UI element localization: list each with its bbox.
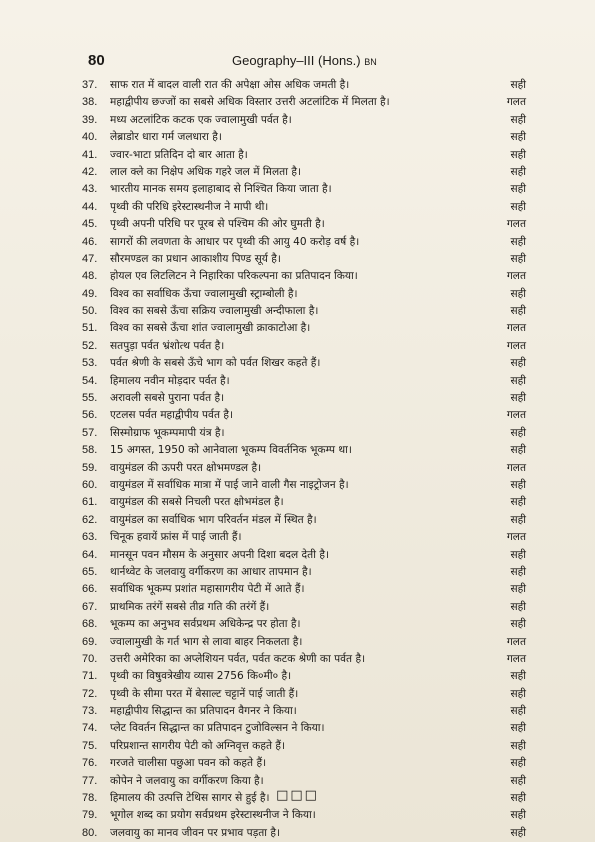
list-item — [82, 303, 526, 320]
item-answer: सही — [510, 426, 526, 439]
item-number: 79. — [82, 809, 98, 822]
end-mark: □□□ — [276, 788, 319, 803]
item-statement: भूकम्प का अनुभव सर्वप्रथम अधिकेन्द्र पर होता है। — [110, 618, 301, 631]
item-answer: सही — [510, 705, 526, 718]
list-item — [82, 268, 526, 285]
item-number: 49. — [82, 287, 98, 300]
item-number: 56. — [82, 409, 98, 422]
item-number: 64. — [82, 548, 98, 561]
item-number: 51. — [82, 322, 98, 335]
item-statement: सिस्मोग्राफ भूकम्पमापी यंत्र है। — [110, 426, 225, 439]
item-answer: सही — [510, 670, 526, 683]
item-answer: सही — [510, 496, 526, 509]
list-item — [82, 164, 526, 181]
page-header — [88, 52, 528, 72]
item-answer: गलत — [506, 461, 526, 474]
item-statement: ज्वालामुखी के गर्त भाग से लावा बाहर निकलता है। — [110, 635, 303, 648]
item-answer: सही — [510, 809, 526, 822]
list-item — [82, 460, 526, 477]
item-statement: उत्तरी अमेरिका का अप्लेशियन पर्वत, पर्वत कटक श्रेणी का पर्वत है। — [110, 652, 366, 665]
item-answer: सही — [510, 739, 526, 752]
item-answer: सही — [510, 548, 526, 561]
list-item — [82, 494, 526, 511]
list-item — [82, 599, 526, 616]
item-answer: सही — [510, 444, 526, 457]
list-item — [82, 216, 526, 233]
item-number: 65. — [82, 565, 98, 578]
item-number: 46. — [82, 235, 98, 248]
item-answer: गलत — [506, 635, 526, 648]
item-number: 62. — [82, 513, 98, 526]
list-item — [82, 94, 526, 111]
item-answer: सही — [510, 565, 526, 578]
item-statement: एटलस पर्वत महाद्वीपीय पर्वत है। — [110, 409, 233, 422]
statement-list — [82, 77, 526, 842]
list-item — [82, 181, 526, 198]
item-statement: अरावली सबसे पुराना पर्वत है। — [110, 392, 225, 405]
item-answer: सही — [510, 478, 526, 491]
item-answer: सही — [510, 826, 526, 839]
item-number: 57. — [82, 426, 98, 439]
list-item — [82, 320, 526, 337]
running-title-suffix: BN — [364, 57, 377, 67]
list-item — [82, 738, 526, 755]
item-number: 68. — [82, 618, 98, 631]
list-item — [82, 338, 526, 355]
item-number: 45. — [82, 218, 98, 231]
item-number: 74. — [82, 722, 98, 735]
item-answer: गलत — [506, 322, 526, 335]
item-answer: गलत — [506, 270, 526, 283]
item-answer: सही — [510, 79, 526, 91]
item-number: 52. — [82, 339, 98, 352]
item-statement: पृथ्वी का विषुवत्रेखीय व्यास 2756 कि०मी० है। — [110, 670, 292, 683]
item-number: 78. — [82, 792, 98, 805]
item-statement: वायुमंडल में सर्वाधिक मात्रा में पाई जाने वाली गैस नाइट्रोजन है। — [110, 478, 349, 491]
item-statement: हिमालय की उत्पत्ति टेथिस सागर से हुई है। — [110, 792, 270, 805]
item-answer: सही — [510, 148, 526, 161]
item-answer: सही — [510, 392, 526, 405]
item-statement: महाद्वीपीय छज्जों का सबसे अधिक विस्तार उत्तरी अटलांटिक में मिलता है। — [110, 96, 390, 109]
item-number: 63. — [82, 531, 98, 544]
list-item — [82, 390, 526, 407]
item-number: 54. — [82, 374, 98, 387]
list-item — [82, 234, 526, 251]
item-answer: सही — [510, 235, 526, 248]
list-item — [82, 529, 526, 546]
list-item — [82, 825, 526, 842]
item-number: 53. — [82, 357, 98, 370]
item-answer: सही — [510, 305, 526, 318]
item-number: 42. — [82, 165, 98, 178]
list-item — [82, 251, 526, 268]
item-number: 58. — [82, 444, 98, 457]
item-number: 43. — [82, 183, 98, 196]
list-item — [82, 686, 526, 703]
item-number: 72. — [82, 687, 98, 700]
list-item — [82, 720, 526, 737]
item-number: 69. — [82, 635, 98, 648]
item-number: 60. — [82, 478, 98, 491]
item-statement: भारतीय मानक समय इलाहाबाद से निश्चित किया जाता है। — [110, 183, 332, 196]
list-item — [82, 286, 526, 303]
item-statement: भूगोल शब्द का प्रयोग सर्वप्रथम इरेस्टास्थनीज ने किया। — [110, 809, 316, 822]
list-item — [82, 373, 526, 390]
running-title — [232, 53, 377, 68]
item-number: 41. — [82, 148, 98, 161]
item-number: 40. — [82, 131, 98, 144]
list-item — [82, 807, 526, 824]
item-number: 48. — [82, 270, 98, 283]
item-answer: सही — [510, 618, 526, 631]
item-statement: वायुमंडल का सर्वाधिक भाग परिवर्तन मंडल में स्थित है। — [110, 513, 317, 526]
item-statement: मध्य अटलांटिक कटक एक ज्वालामुखी पर्वत है। — [110, 113, 292, 126]
item-number: 50. — [82, 305, 98, 318]
item-statement: परिप्रशान्त सागरीय पेटी को अग्निवृत्त कहते हैं। — [110, 739, 285, 752]
running-title-text: Geography–III (Hons.) — [232, 53, 361, 68]
item-statement: 15 अगस्त, 1950 को आनेवाला भूकम्प विवर्तनिक भूकम्प था। — [110, 444, 352, 457]
list-item — [82, 703, 526, 720]
item-statement: जलवायु का मानव जीवन पर प्रभाव पड़ता है। — [110, 826, 281, 839]
item-statement: सागरों की लवणता के आधार पर पृथ्वी की आयु 40 करोड़ वर्ष है। — [110, 235, 360, 248]
list-item — [82, 755, 526, 772]
list-item — [82, 112, 526, 129]
item-answer: सही — [510, 252, 526, 265]
item-number: 70. — [82, 652, 98, 665]
list-item — [82, 407, 526, 424]
item-answer: गलत — [506, 218, 526, 231]
list-item — [82, 77, 526, 94]
item-number: 71. — [82, 670, 98, 683]
item-statement: विश्व का सबसे ऊँचा सक्रिय ज्वालामुखी अन्दीफाला है। — [110, 305, 319, 318]
item-statement: सौरमण्डल का प्रधान आकाशीय पिण्ड सूर्य है। — [110, 252, 281, 265]
item-answer: सही — [510, 200, 526, 213]
item-answer: सही — [510, 183, 526, 196]
item-statement: प्लेट विवर्तन सिद्धान्त का प्रतिपादन टुजोविल्सन ने किया। — [110, 722, 325, 735]
item-statement: विश्व का सर्वाधिक ऊँचा ज्वालामुखी स्ट्राम्बोली है। — [110, 287, 298, 300]
list-item — [82, 564, 526, 581]
item-answer: सही — [510, 287, 526, 300]
item-answer: सही — [510, 687, 526, 700]
item-statement: गरजते चालीसा पछुआ पवन को कहते हैं। — [110, 757, 267, 770]
list-item — [82, 147, 526, 164]
item-statement: हिमालय नवीन मोड़दार पर्वत है। — [110, 374, 230, 387]
list-item — [82, 651, 526, 668]
item-statement: पृथ्वी अपनी परिधि पर पूरब से पश्चिम की ओर घुमती है। — [110, 218, 325, 231]
item-statement: ज्वार-भाटा प्रतिदिन दो बार आता है। — [110, 148, 248, 161]
item-statement: वायुमंडल की सबसे निचली परत क्षोभमंडल है। — [110, 496, 284, 509]
item-answer: सही — [510, 722, 526, 735]
item-statement: होयल एव लिटलिटन ने निहारिका परिकल्पना का प्रतिपादन किया। — [110, 270, 358, 283]
list-item — [82, 355, 526, 372]
item-number: 77. — [82, 774, 98, 787]
list-item — [82, 668, 526, 685]
item-answer: गलत — [506, 409, 526, 422]
item-statement: पृथ्वी के सीमा परत में बेसाल्ट चट्टानें पाई जाती हैं। — [110, 687, 299, 700]
list-item — [82, 512, 526, 529]
list-item — [82, 425, 526, 442]
item-statement: चिनूक हवायें फ्रांस में पाई जाती हैं। — [110, 531, 242, 544]
item-answer: सही — [510, 792, 526, 805]
item-answer: गलत — [506, 652, 526, 665]
item-number: 66. — [82, 583, 98, 596]
list-item — [82, 477, 526, 494]
item-answer: सही — [510, 513, 526, 526]
item-number: 67. — [82, 600, 98, 613]
item-number: 75. — [82, 739, 98, 752]
list-item — [82, 442, 526, 459]
item-statement: विश्व का सबसे ऊँचा शांत ज्वालामुखी क्राकाटोआ है। — [110, 322, 311, 335]
item-answer: सही — [510, 774, 526, 787]
item-number: 47. — [82, 252, 98, 265]
list-item — [82, 616, 526, 633]
list-item — [82, 547, 526, 564]
item-number: 59. — [82, 461, 98, 474]
item-number: 39. — [82, 113, 98, 126]
list-item — [82, 581, 526, 598]
item-statement: कोपेन ने जलवायु का वर्गीकरण किया है। — [110, 774, 264, 787]
list-item — [82, 199, 526, 216]
list-item — [82, 129, 526, 146]
item-answer: गलत — [506, 339, 526, 352]
item-number: 80. — [82, 826, 98, 839]
item-statement: वायुमंडल की ऊपरी परत क्षोभमण्डल है। — [110, 461, 262, 474]
item-answer: गलत — [506, 531, 526, 544]
item-number: 61. — [82, 496, 98, 509]
item-answer: सही — [510, 374, 526, 387]
item-statement: लेब्राडोर धारा गर्म जलधारा है। — [110, 131, 222, 144]
item-number: 44. — [82, 200, 98, 213]
item-statement: सतपुड़ा पर्वत भ्रंशोत्थ पर्वत है। — [110, 339, 225, 352]
item-answer: सही — [510, 600, 526, 613]
item-number: 55. — [82, 392, 98, 405]
item-answer: गलत — [506, 96, 526, 109]
item-answer: सही — [510, 131, 526, 144]
item-answer: सही — [510, 113, 526, 126]
item-answer: सही — [510, 357, 526, 370]
item-statement: थार्नथ्वेट के जलवायु वर्गीकरण का आधार तापमान है। — [110, 565, 312, 578]
item-number: 73. — [82, 705, 98, 718]
item-statement: प्राथमिक तरंगें सबसे तीव्र गति की तरंगें हैं। — [110, 600, 270, 613]
item-number: 37. — [82, 79, 98, 91]
item-number: 38. — [82, 96, 98, 109]
item-statement: पृथ्वी की परिधि इरेस्टास्थनीज ने मापी थी। — [110, 200, 269, 213]
item-number: 76. — [82, 757, 98, 770]
item-statement: सर्वाधिक भूकम्प प्रशांत महासागरीय पेटी में आते हैं। — [110, 583, 305, 596]
item-answer: सही — [510, 583, 526, 596]
page-number: 80 — [88, 52, 105, 69]
item-statement: लाल क्ले का निक्षेप अधिक गहरे जल में मिलता है। — [110, 165, 301, 178]
item-statement: मानसून पवन मौसम के अनुसार अपनी दिशा बदल देती है। — [110, 548, 329, 561]
list-item — [82, 634, 526, 651]
item-statement: साफ रात में बादल वाली रात की अपेक्षा ओस अधिक जमती है। — [110, 79, 350, 91]
item-answer: सही — [510, 165, 526, 178]
item-statement: पर्वत श्रेणी के सबसे ऊँचे भाग को पर्वत शिखर कहते हैं। — [110, 357, 321, 370]
item-answer: सही — [510, 757, 526, 770]
item-statement: महाद्वीपीय सिद्धान्त का प्रतिपादन वैगनर ने किया। — [110, 705, 297, 718]
